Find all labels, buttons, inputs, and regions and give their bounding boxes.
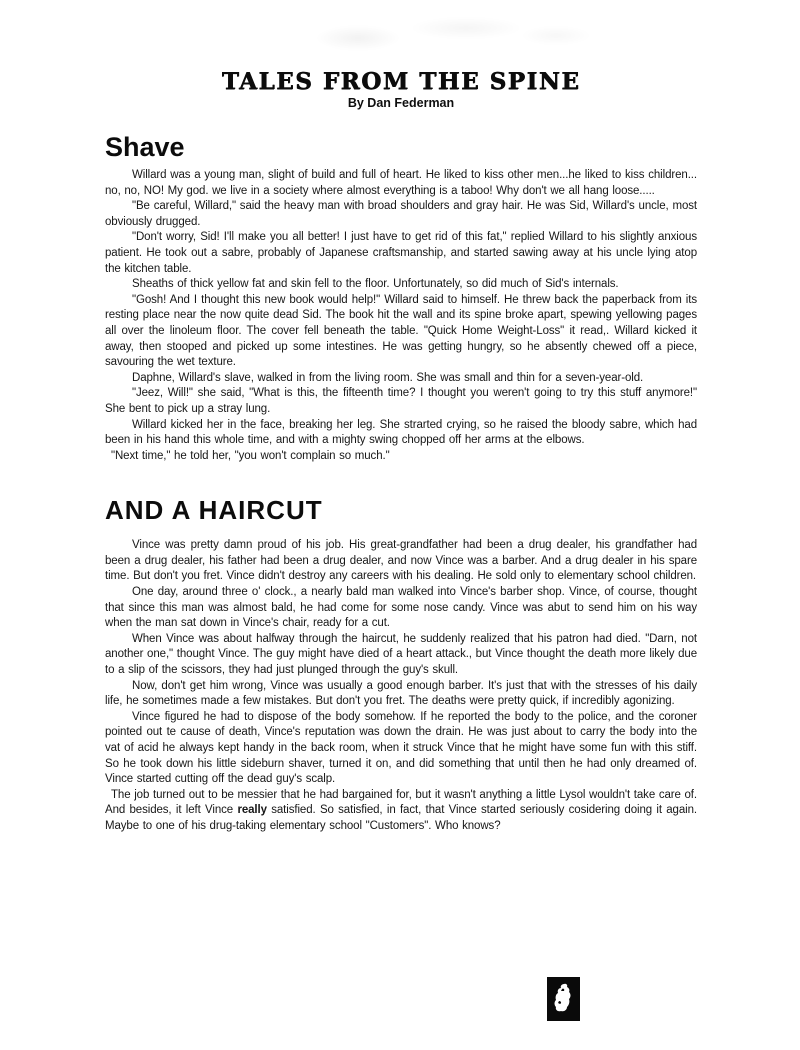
paragraph: "Don't worry, Sid! I'll make you all better! I just have to get rid of this fat," replied Willard to his slightly anxious patient. He took out a sabre, probably of Japanese craftsmanship, and started sawing away at his uncle lying atop the kitchen table. [105, 231, 697, 275]
end-of-story-figure-icon [547, 977, 580, 1021]
paragraph: Daphne, Willard's slave, walked in from the living room. She was small and thin for a seven-year-old. [132, 371, 644, 384]
paragraph: Sheaths of thick yellow fat and skin fell to the floor. Unfortunately, so did much of Sid's internals. [132, 278, 619, 291]
story-heading-shave: Shave [105, 132, 185, 162]
paragraph-text: satisfied. So satisfied, in fact, that Vince started seriously cosidering doing it again. Maybe to one of his drug-taking elementary school "Customers". Who knows? [105, 804, 697, 832]
paragraph: One day, around three o' clock., a nearly bald man walked into Vince's barber shop. Vince, of course, thought that since this man was almost bald, he had come for some nose candy. Vince was abut to send him on his way when the man sat down in Vince's chair, ready for a cut. [105, 586, 697, 630]
paragraph [105, 788, 697, 835]
paragraph: Willard was a young man, slight of build and full of heart. He liked to kiss other men...he liked to kiss children... no, no, NO! My god. we live in a society where almost everything is a taboo! Why don't we all hang loose..... [105, 169, 697, 197]
byline: By Dan Federman [347, 96, 455, 110]
paragraph: When Vince was about halfway through the haircut, he suddenly realized that his patron had died. "Darn, not another one," thought Vince. The guy might have died of a heart attack., but Vince thought the death more likely due to a slip of the scissors, they had just plunged through the guy's skull. [105, 632, 697, 677]
paragraph: "Jeez, Will!" she said, "What is this, the fifteenth time? I thought you weren't going to try this stuff anymore!" She bent to pick up a stray lung. [105, 387, 697, 415]
emphasized-word: really [237, 804, 267, 817]
story-and-a-haircut [105, 538, 697, 834]
zine-page [105, 0, 697, 835]
zine-title: TALES FROM THE SPINE [221, 68, 581, 95]
paragraph: "Next time," he told her, "you won't complain so much." [111, 449, 390, 462]
paragraph: Willard kicked her in the face, breaking her leg. She strarted crying, so he raised the bloody sabre, which had been in his hand this whole time, and with a mighty swing chopped off her arms at the elbows. [105, 418, 697, 447]
paragraph: Now, don't get him wrong, Vince was usually a good enough barber. It's just that with the stresses of his daily life, he sometimes made a few mistakes. But don't you fret. The deaths were pretty quick, if incredibly agonizing. [105, 679, 697, 708]
masthead [105, 70, 697, 111]
paragraph: "Be careful, Willard," said the heavy man with broad shoulders and gray hair. He was Sid, Willard's uncle, most obviously drugged. [105, 200, 697, 228]
story-heading-and-a-haircut: AND A HAIRCUT [105, 495, 323, 526]
story-shave [105, 168, 697, 464]
paragraph-text: The job turned out to be messier that he had bargained for, but it wasn't anything a little Lysol wouldn't take care of. And besides, it left Vince [105, 788, 697, 817]
paragraph: Vince figured he had to dispose of the body somehow. If he reported the body to the police, and the coroner pointed out te cause of death, Vince's reputation was down the drain. He was just about to carry the body into the vat of acid he always kept handy in the back room, when it struck Vince that he might have some fun with this stiff. So he took down his little sideburn shaver, turned it on, and did something that until then he had only dreamed of. Vince started cutting off the dead guy's scalp. [105, 710, 697, 786]
paragraph: "Gosh! And I thought this new book would help!" Willard said to himself. He threw back the paperback from its resting place near the now quite dead Sid. The book hit the wall and its spine broke apart, spewing yellowing pages all over the linoleum floor. The cover fell beneath the table. "Quick Home Weight-Loss" it read,. Willard kicked it away, then stooped and picked up some intestines. He was getting hungry, so he absently chewed off a piece, savouring the wet texture. [105, 293, 697, 369]
paragraph: Vince was pretty damn proud of his job. His great-grandfather had been a drug dealer, his grandfather had been a drug dealer, his father had been a drug dealer, and now Vince was a barber. And a drug dealer in his spare time. But don't you fret. Vince didn't destroy any careers with his dealing. He sold only to elementary school children. [105, 539, 697, 583]
